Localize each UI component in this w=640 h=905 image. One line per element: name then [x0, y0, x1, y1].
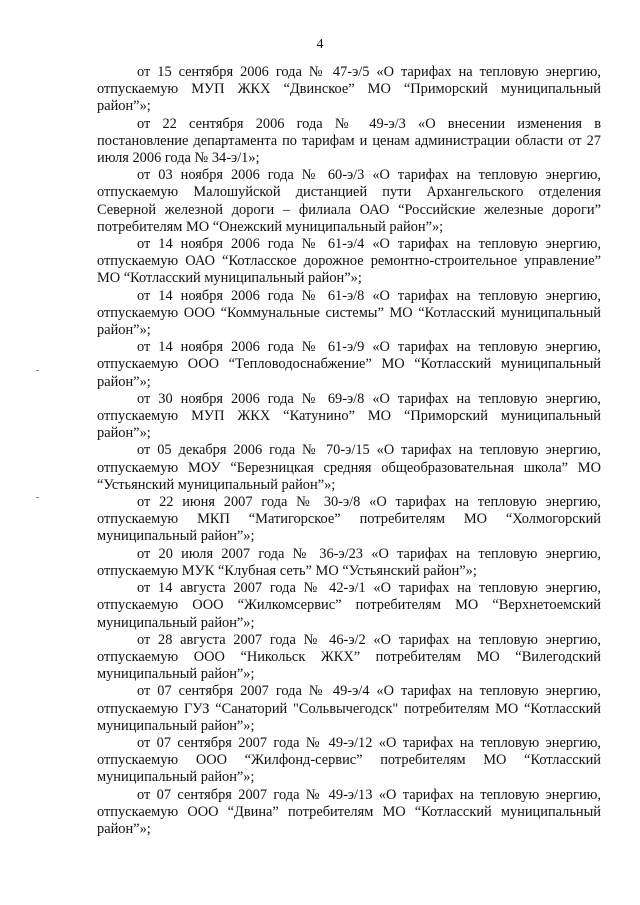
paragraph: от 07 сентября 2007 года № 49-э/13 «О тарифах на тепловую энергию, отпускаемую ООО “Двина” потребителям МО “Котласский муниципальный район”»;	[97, 786, 601, 837]
paragraph: от 14 ноября 2006 года № 61-э/9 «О тарифах на тепловую энергию, отпускаемую ООО “Тепловодоснабжение” МО “Котласский муниципальный район”»;	[97, 339, 601, 390]
paragraph: от 14 ноября 2006 года № 61-э/4 «О тарифах на тепловую энергию, отпускаемую ОАО “Котласское дорожное ремонтно-строительное управление” МО “Котласский муниципальный район”»;	[97, 236, 601, 287]
margin-mark	[36, 497, 39, 498]
paragraph: от 30 ноября 2006 года № 69-э/8 «О тарифах на тепловую энергию, отпускаемую МУП ЖКХ “Катунино” МО “Приморский муниципальный район”»;	[97, 390, 601, 442]
paragraph: от 03 ноября 2006 года № 60-э/3 «О тарифах на тепловую энергию, отпускаемую Малошуйской дистанцией пути Архангельского отделения Северной железной дороги – филиала ОАО “Российские железные дороги” потребителям МО “Онежский муниципальный район”»;	[97, 167, 601, 235]
paragraph: от 14 августа 2007 года № 42-э/1 «О тарифах на тепловую энергию, отпускаемую ООО “Жилкомсервис” потребителям МО “Верхнетоемский муниципальный район”»;	[97, 580, 601, 631]
document-body	[97, 64, 601, 838]
paragraph: от 07 сентября 2007 года № 49-э/4 «О тарифах на тепловую энергию, отпускаемую ГУЗ “Санаторий "Сольвычегодск" потребителям МО “Котласский муниципальный район”»;	[97, 683, 601, 734]
paragraph: от 28 августа 2007 года № 46-э/2 «О тарифах на тепловую энергию, отпускаемую ООО “Никольск ЖКХ” потребителям МО “Вилегодский муниципальный район”»;	[97, 631, 601, 683]
paragraph: от 20 июля 2007 года № 36-э/23 «О тарифах на тепловую энергию, отпускаемую МУК “Клубная сеть” МО “Устьянский район”»;	[97, 545, 601, 579]
paragraph: от 07 сентября 2007 года № 49-э/12 «О тарифах на тепловую энергию, отпускаемую ООО “Жилфонд-сервис” потребителям МО “Котласский муниципальный район”»;	[97, 734, 601, 786]
paragraph: от 22 сентября 2006 года № 49-э/3 «О внесении изменения в постановление департамента по тарифам и ценам администрации области от 27 июля 2006 года № 34-э/1»;	[97, 115, 601, 167]
paragraph: от 15 сентября 2006 года № 47-э/5 «О тарифах на тепловую энергию, отпускаемую МУП ЖКХ “Двинское” МО “Приморский муниципальный район”»;	[97, 64, 601, 115]
paragraph: от 05 декабря 2006 года № 70-э/15 «О тарифах на тепловую энергию, отпускаемую МОУ “Березницкая средняя общеобразовательная школа” МО “Устьянский муниципальный район”»;	[97, 442, 601, 493]
margin-mark	[36, 370, 39, 371]
paragraph: от 22 июня 2007 года № 30-э/8 «О тарифах на тепловую энергию, отпускаемую МКП “Матигорское” потребителям МО “Холмогорский муниципальный район”»;	[97, 494, 601, 545]
page-number: 4	[316, 37, 324, 52]
paragraph: от 14 ноября 2006 года № 61-э/8 «О тарифах на тепловую энергию, отпускаемую ООО “Коммунальные системы” МО “Котласский муниципальный район”»;	[97, 287, 601, 339]
